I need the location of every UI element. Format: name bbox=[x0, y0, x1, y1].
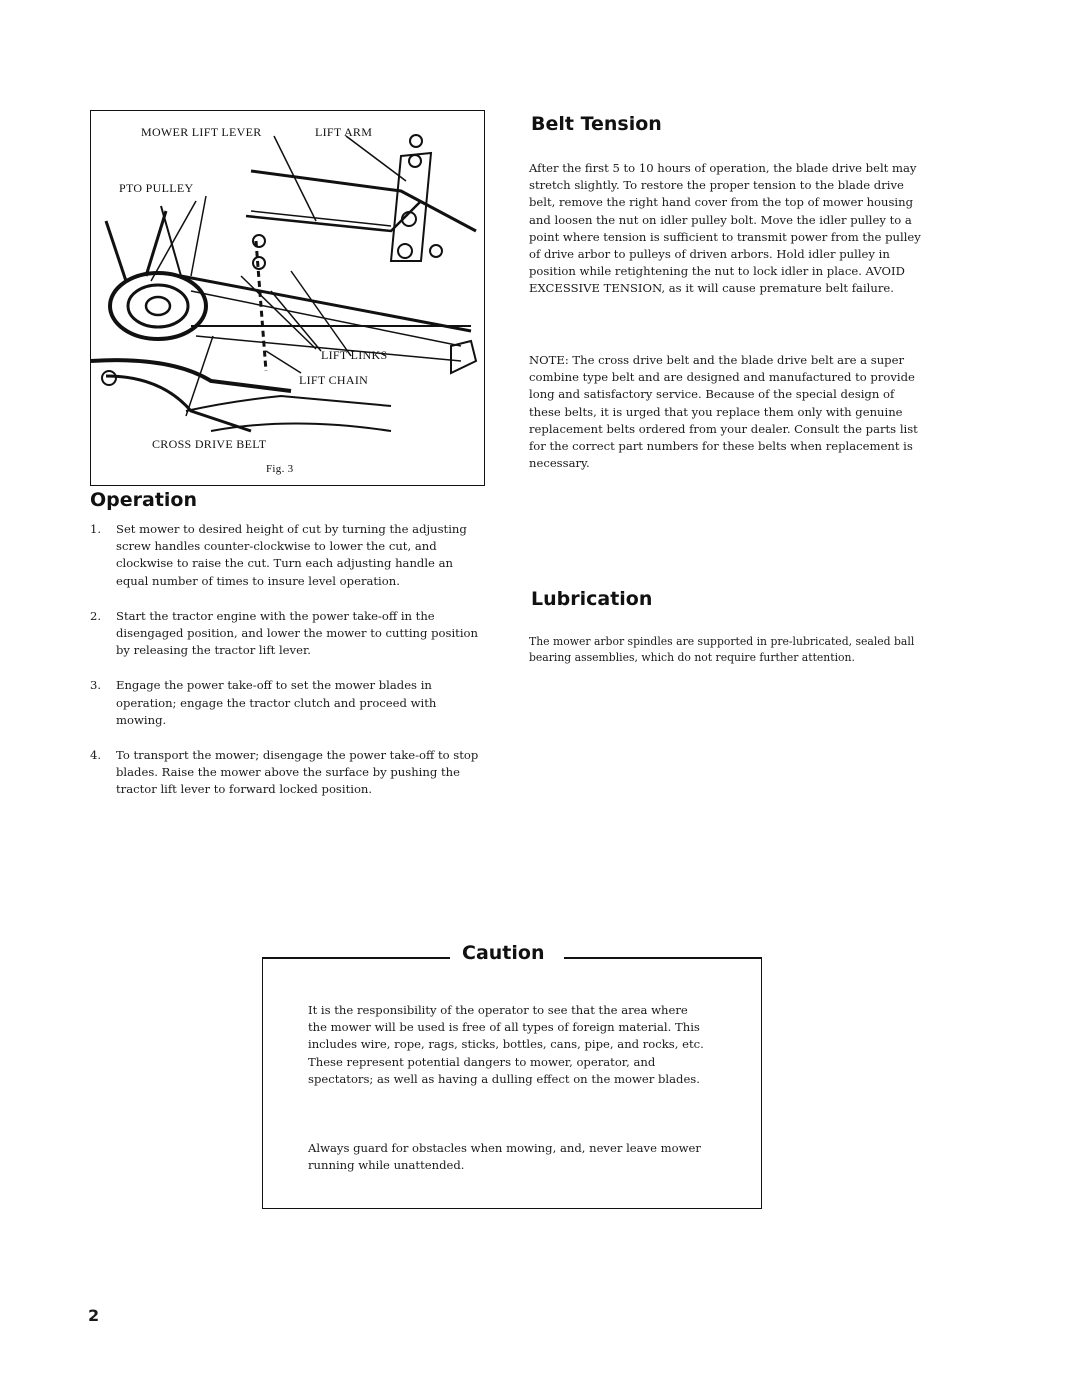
lubrication-heading: Lubrication bbox=[531, 588, 653, 610]
lubrication-paragraph: The mower arbor spindles are supported in pre-lubricated, sealed ball bearing assemblies, which do not require further attention. bbox=[529, 635, 915, 664]
label-mower-lift-lever: MOWER LIFT LEVER bbox=[141, 125, 262, 139]
belt-tension-note: NOTE: The cross drive belt and the blade drive belt are a super combine type belt and are designed and manufactured to provide long and satisfactory service. Because of the special design of these belts, it is urged that you replace them only with genuine replacement belts ordered from your dealer. Consult the parts list for the correct part numbers for these belts when replacement is necessary. bbox=[529, 353, 918, 471]
mower-lift-illustration bbox=[91, 111, 483, 484]
caution-paragraph-2: Always guard for obstacles when mowing, and, never leave mower running while unattended. bbox=[308, 1141, 701, 1173]
list-item: 2. Start the tractor engine with the power take-off in the disengaged position, and lower the mower to cutting position by releasing the tractor lift lever. bbox=[90, 608, 478, 658]
label-lift-links: LIFT LINKS bbox=[321, 348, 388, 362]
list-item: 4. To transport the mower; disengage the power take-off to stop blades. Raise the mower above the surface by pushing the tractor lift lever to forward locked position. bbox=[90, 748, 479, 797]
caution-paragraph-1: It is the responsibility of the operator to see that the area where the mower will be used is free of all types of foreign material. This includes wire, rope, rags, sticks, bottles, cans, pipe, and rocks, etc. These represent potential dangers to mower, operator, and spectators; as well as having a dulling effect on the mower blades. bbox=[308, 1003, 704, 1086]
figure-3 bbox=[90, 110, 485, 486]
page-number: 2 bbox=[88, 1306, 100, 1325]
belt-tension-paragraph: After the first 5 to 10 hours of operation, the blade drive belt may stretch slightly. To restore the proper tension to the blade drive belt, remove the right hand cover from the top of mower housing and loosen the nut on idler pulley bolt. Move the idler pulley to a point where tension is sufficient to transmit power from the pulley of drive arbor to pulleys of driven arbors. Hold idler pulley in position while retightening the nut to lock idler in place. AVOID EXCESSIVE TENSION, as it will cause premature belt failure. bbox=[529, 161, 921, 296]
caution-heading: Caution bbox=[462, 942, 545, 964]
belt-tension-heading: Belt Tension bbox=[531, 113, 662, 135]
list-item: 1. Set mower to desired height of cut by turning the adjusting screw handles counter-clockwise to lower the cut, and clockwise to raise the cut. Turn each adjusting handle an equal number of times to insure level operation. bbox=[90, 522, 467, 588]
label-lift-chain: LIFT CHAIN bbox=[299, 373, 369, 387]
label-pto-pulley: PTO PULLEY bbox=[119, 181, 194, 195]
list-item: 3. Engage the power take-off to set the mower blades in operation; engage the tractor clutch and proceed with mowing. bbox=[90, 678, 437, 727]
figure-caption: Fig. 3 bbox=[266, 463, 294, 475]
label-cross-drive-belt: CROSS DRIVE BELT bbox=[152, 437, 267, 451]
operation-heading: Operation bbox=[90, 489, 198, 511]
label-lift-arm: LIFT ARM bbox=[315, 125, 373, 139]
operation-list bbox=[90, 521, 488, 817]
